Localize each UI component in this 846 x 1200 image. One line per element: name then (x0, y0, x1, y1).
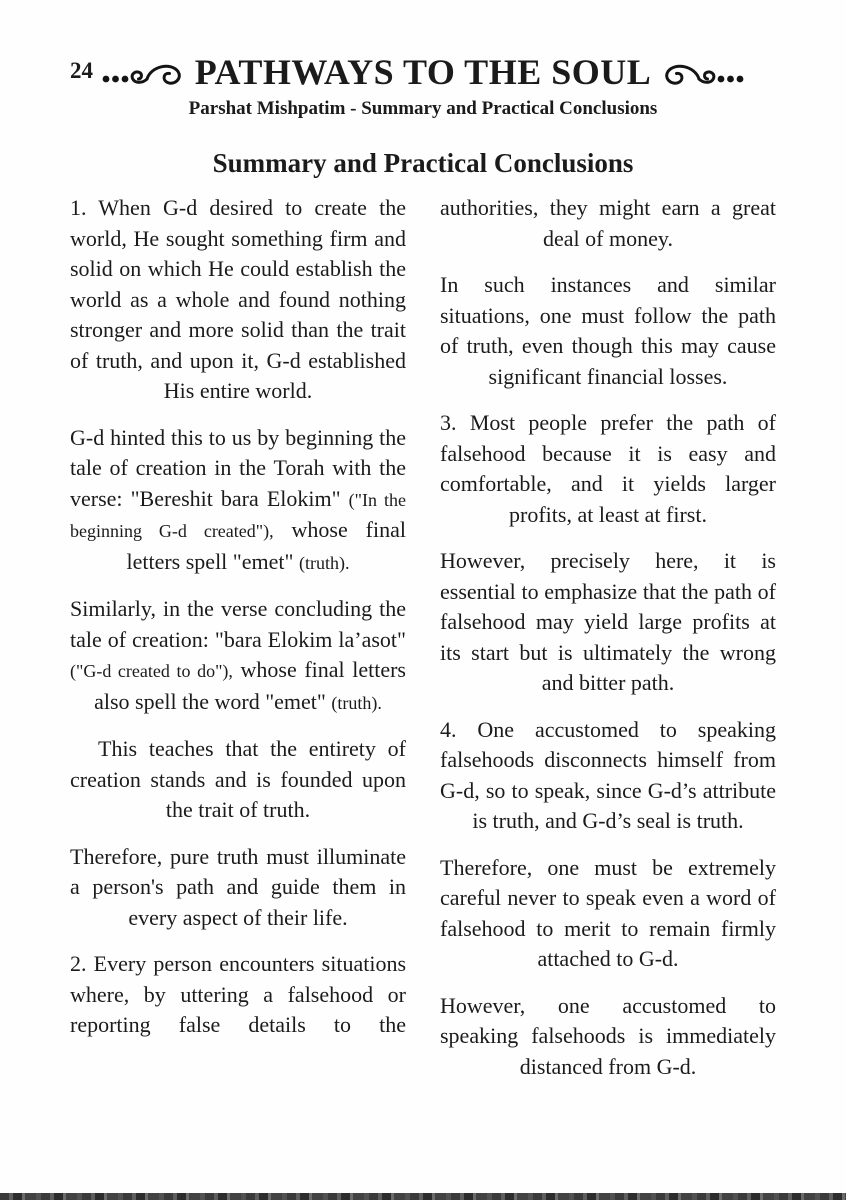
scan-edge-strip (0, 1193, 846, 1200)
parenthetical-text: (truth). (331, 692, 382, 713)
body-text: Therefore, one must be extremely careful never to speak even a word of falsehood to merit to remain firmly attached to G-d. (440, 854, 776, 971)
book-title: PATHWAYS TO THE SOUL (194, 52, 652, 92)
body-text: whose final letters also spell the word "emet" (94, 657, 406, 714)
body-text: 4. One accustomed to speaking falsehoods disconnects himself from G-d, so to speak, since G-d’s attribute is truth, and G-d’s seal is truth. (440, 716, 776, 833)
paragraph (440, 991, 776, 1083)
body-text: However, precisely here, it is essential to emphasize that the path of falsehood may yield large profits at its start but is ultimately the wrong and bitter path. (440, 548, 776, 695)
paragraph (440, 408, 776, 530)
paragraph (70, 949, 406, 1041)
page-header (0, 0, 846, 120)
body-text: 2. Every person encounters situations where, by uttering a falsehood or reporting false details to the (70, 951, 406, 1037)
body-text: whose final letters spell "emet" (126, 517, 406, 574)
title-row (0, 50, 846, 94)
parenthetical-text: (truth). (299, 552, 350, 573)
body-text: G-d hinted this to us by beginning the tale of creation in the Torah with the verse: "Bereshit bara Elokim" (70, 424, 406, 511)
section-heading: Summary and Practical Conclusions (212, 148, 634, 178)
paragraph (440, 193, 776, 254)
parenthetical-text: ("In the beginning G-d created"), (70, 489, 406, 541)
paragraph (70, 594, 406, 718)
paragraph (440, 715, 776, 837)
body-text: authorities, they might earn a great deal of money. (440, 195, 776, 251)
body-text: This teaches that the entirety of creation stands and is founded upon the trait of truth. (70, 736, 406, 822)
body-text: Therefore, pure truth must illuminate a person's path and guide them in every aspect of their life. (70, 843, 406, 930)
right-column (440, 193, 776, 1098)
text-columns (0, 193, 846, 1098)
body-text: However, one accustomed to speaking falsehoods is immediately distanced from G-d. (440, 992, 776, 1079)
body-text: 3. Most people prefer the path of falsehood because it is easy and comfortable, and it yields larger profits, at least at first. (440, 410, 776, 527)
body-text: 1. When G-d desired to create the world, He sought something firm and solid on which He could establish the world as a whole and found nothing stronger and more solid than the trait of truth, and upon it, G-d established His entire world. (70, 195, 406, 403)
page-number: 24 (70, 58, 93, 83)
paragraph (440, 270, 776, 392)
flourish-right-icon (661, 55, 745, 89)
body-text: Similarly, in the verse concluding the tale of creation: "bara Elokim la’asot" (70, 596, 406, 652)
paragraph (70, 423, 406, 579)
chapter-subtitle: Parshat Mishpatim - Summary and Practical Conclusions (188, 98, 658, 119)
paragraph (70, 734, 406, 826)
paragraph (70, 842, 406, 934)
paragraph (70, 193, 406, 407)
flourish-left-icon (101, 55, 185, 89)
paragraph (440, 546, 776, 699)
parenthetical-text: ("G-d created to do"), (70, 661, 233, 681)
paragraph (440, 853, 776, 975)
body-text: In such instances and similar situations, one must follow the path of truth, even though this may cause significant financial losses. (440, 272, 776, 389)
left-column (70, 193, 406, 1098)
